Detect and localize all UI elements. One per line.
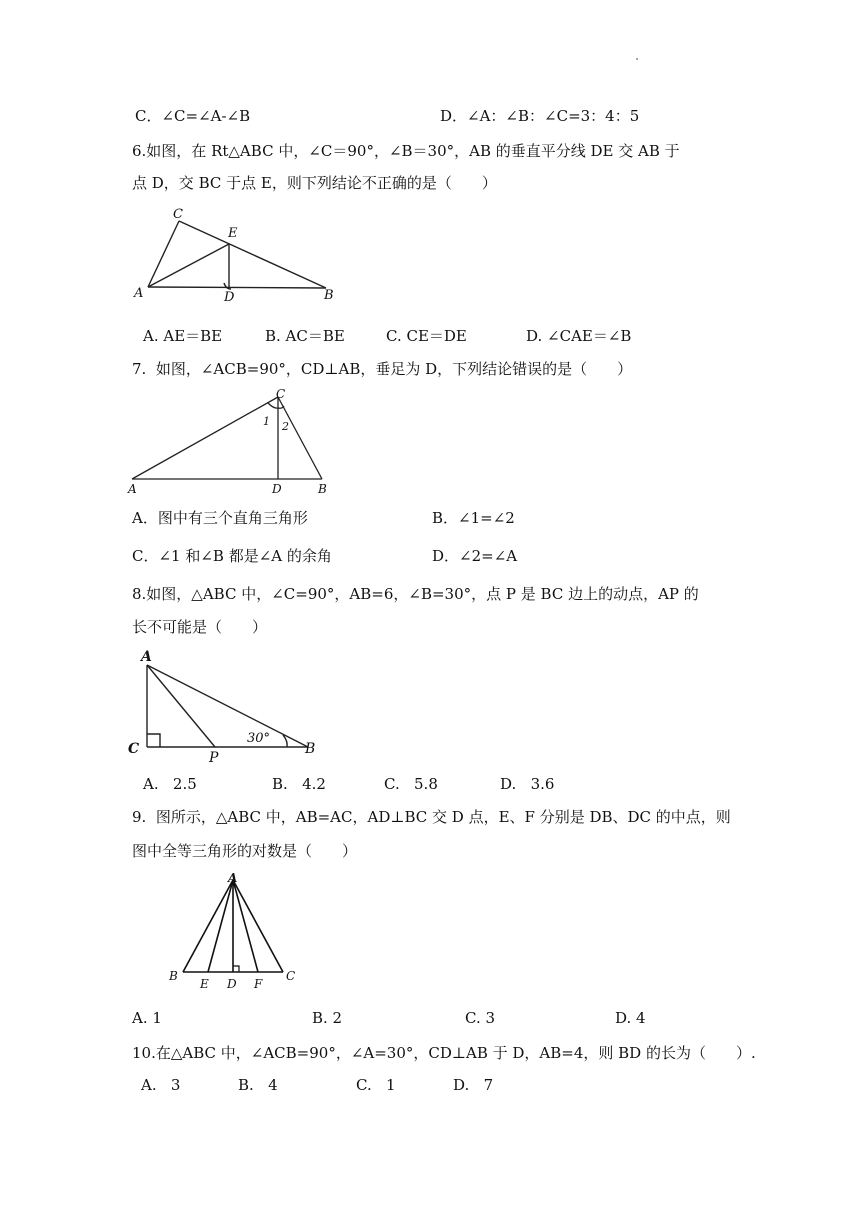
q8-option-d: D. 3.6 [500, 775, 555, 793]
q9-segment-af [233, 880, 258, 972]
q6-label-b: B [324, 288, 334, 303]
q7-option-a: A．图中有三个直角三角形 [132, 509, 308, 527]
q9-option-b: B. 2 [312, 1009, 343, 1027]
q8-segment-ap [147, 665, 215, 747]
q6-option-c: C. CE＝DE [386, 327, 467, 345]
q8-angle-label: 30° [247, 731, 271, 746]
q8-label-a: A [141, 649, 152, 665]
q6-label-a: A [134, 286, 144, 301]
q5-option-c: C．∠C=∠A-∠B [135, 107, 251, 125]
q8-right-angle-mark [147, 734, 160, 747]
q9-label-e: E [200, 977, 209, 991]
page-speck [636, 58, 638, 60]
q6-side-cb [179, 221, 326, 288]
q6-side-ab [148, 287, 326, 288]
q8-label-p: P [209, 750, 219, 766]
q8-option-c: C. 5.8 [384, 775, 438, 793]
q6-option-b: B. AC＝BE [265, 327, 345, 345]
q8-label-c: C [128, 741, 140, 757]
q10-option-d: D. 7 [453, 1076, 494, 1094]
q7-label-b: B [318, 482, 327, 496]
q10-option-b: B. 4 [238, 1076, 278, 1094]
q6-label-d: D [224, 290, 235, 305]
q9-label-a: A [228, 871, 238, 885]
q9-label-c: C [286, 969, 296, 983]
q9-stem-line1: 9. 图所示，△ABC 中，AB=AC，AD⊥BC 交 D 点，E、F 分别是 DB、DC 的中点，则 [132, 808, 731, 826]
q6-stem-line1: 6.如图，在 Rt△ABC 中，∠C＝90°，∠B＝30°，AB 的垂直平分线 DE 交 AB 于 [132, 142, 680, 160]
q10-stem: 10.在△ABC 中，∠ACB=90°，∠A=30°，CD⊥AB 于 D，AB=4，则 BD 的长为（ ）. [132, 1044, 756, 1062]
q6-option-a: A. AE＝BE [143, 327, 223, 345]
q7-label-angle2: 2 [282, 420, 289, 433]
q9-label-f: F [254, 977, 263, 991]
q5-option-d: D．∠A：∠B：∠C=3：4：5 [440, 107, 640, 125]
q7-label-a: A [128, 482, 137, 496]
q8-side-ab [147, 665, 308, 747]
q10-option-a: A. 3 [141, 1076, 181, 1094]
q9-option-d: D. 4 [615, 1009, 646, 1027]
q6-label-c: C [173, 207, 183, 222]
q8-option-a: A. 2.5 [143, 775, 197, 793]
q7-option-c: C．∠1 和∠B 都是∠A 的余角 [132, 547, 332, 565]
q9-option-a: A. 1 [132, 1009, 162, 1027]
q8-figure [125, 645, 325, 765]
q7-option-b: B．∠1=∠2 [432, 509, 515, 527]
q7-angle-arc-1 [268, 403, 278, 408]
q8-stem-line2: 长不可能是（ ） [132, 618, 268, 636]
q7-label-angle1: 1 [263, 415, 270, 428]
q8-label-b: B [305, 741, 316, 757]
q9-side-ac [233, 880, 283, 972]
q8-stem-line1: 8.如图，△ABC 中，∠C=90°，AB=6，∠B=30°，点 P 是 BC 边上的动点，AP 的 [132, 585, 699, 603]
q6-stem-line2: 点 D，交 BC 于点 E，则下列结论不正确的是（ ） [132, 174, 497, 192]
q6-side-ca [148, 221, 179, 287]
q7-side-ac [132, 397, 278, 479]
q8-option-b: B. 4.2 [272, 775, 326, 793]
q6-segment-ae [148, 244, 229, 287]
q6-figure [130, 205, 350, 305]
q6-option-d: D. ∠CAE＝∠B [526, 327, 632, 345]
q6-label-e: E [228, 226, 238, 241]
q9-label-b: B [169, 969, 178, 983]
q7-stem: 7. 如图，∠ACB=90°，CD⊥AB，垂足为 D，下列结论错误的是（ ） [132, 360, 633, 378]
q7-option-d: D．∠2=∠A [432, 547, 518, 565]
q9-stem-line2: 图中全等三角形的对数是（ ） [132, 842, 358, 860]
q9-segment-ae [208, 880, 233, 972]
q7-label-d: D [272, 482, 282, 496]
q7-angle-arc-2 [278, 406, 284, 408]
q9-label-d: D [227, 977, 237, 991]
q10-option-c: C. 1 [356, 1076, 396, 1094]
q7-figure [125, 385, 340, 495]
q7-label-c: C [276, 387, 286, 401]
q9-right-angle-mark [233, 966, 239, 972]
q9-option-c: C. 3 [465, 1009, 496, 1027]
q9-figure [165, 870, 305, 995]
q7-side-cb [278, 397, 322, 479]
q9-side-ab [183, 880, 233, 972]
